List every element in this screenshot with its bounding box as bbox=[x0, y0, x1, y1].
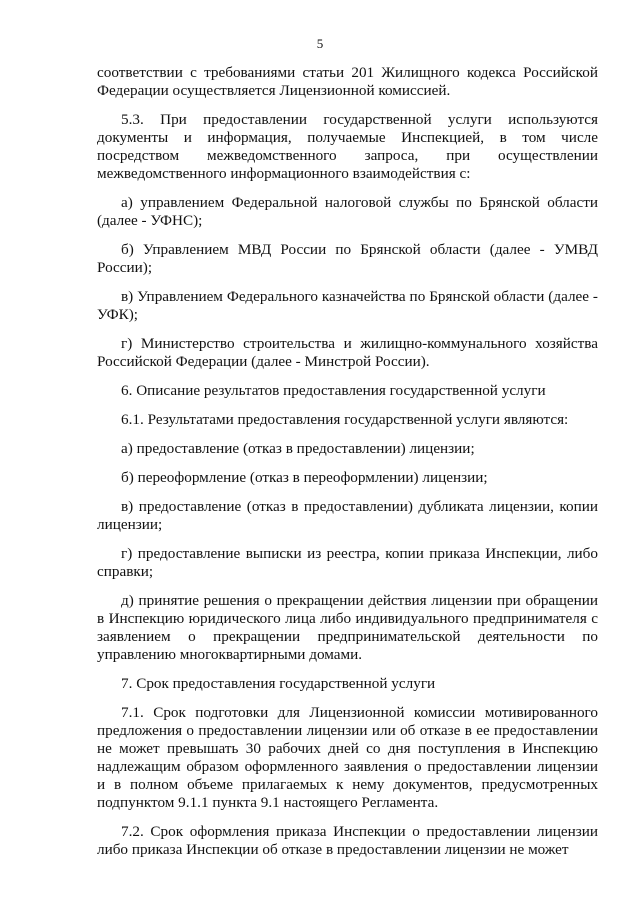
list-item-ufns: а) управлением Федеральной налоговой службы по Брянской области (далее - УФНС); bbox=[97, 194, 598, 229]
section-heading-6: 6. Описание результатов предоставления государственной услуги bbox=[121, 382, 546, 399]
list-item-umvd: б) Управлением МВД России по Брянской области (далее - УМВД России); bbox=[97, 241, 598, 276]
list-item-ufk: в) Управлением Федерального казначейства по Брянской области (далее - УФК); bbox=[97, 288, 598, 323]
paragraph-7-2: 7.2. Срок оформления приказа Инспекции о предоставлении лицензии либо приказа Инспекции об отказе в предоставлении лицензии не может bbox=[97, 823, 598, 858]
paragraph-6-1: 6.1. Результатами предоставления государственной услуги являются: bbox=[121, 411, 569, 428]
paragraph-continuation: соответствии с требованиями статьи 201 Жилищного кодекса Российской Федерации осуществляется Лицензионной комиссией. bbox=[97, 64, 598, 99]
result-item-d: д) принятие решения о прекращении действия лицензии при обращении в Инспекцию юридического лица либо индивидуального предпринимателя с заявлением о прекращении предпринимательской деятельности по управлению многоквартирными домами. bbox=[97, 592, 598, 663]
section-heading-7: 7. Срок предоставления государственной услуги bbox=[121, 675, 436, 692]
page-number: 5 bbox=[316, 36, 324, 51]
list-item-minstroy: г) Министерство строительства и жилищно-коммунального хозяйства Российской Федерации (далее - Минстрой России). bbox=[97, 335, 598, 370]
document-body bbox=[97, 64, 598, 870]
paragraph-5-3: 5.3. При предоставлении государственной услуги используются документы и информация, получаемые Инспекцией, в том числе посредством межведомственного запроса, при осуществлении межведомственного информационного взаимодействия с: bbox=[97, 111, 598, 182]
result-item-b: б) переоформление (отказ в переоформлении) лицензии; bbox=[121, 469, 488, 486]
result-item-g: г) предоставление выписки из реестра, копии приказа Инспекции, либо справки; bbox=[97, 545, 598, 580]
paragraph-7-1: 7.1. Срок подготовки для Лицензионной комиссии мотивированного предложения о предоставлении лицензии или об отказе в ее предоставлении не может превышать 30 рабочих дней со дня поступления в Инспекцию надлежащим образом оформленного заявления о предоставлении лицензии и в полном объеме прилагаемых к нему документов, предусмотренных подпунктом 9.1.1 пункта 9.1 настоящего Регламента. bbox=[97, 704, 598, 811]
result-item-a: а) предоставление (отказ в предоставлении) лицензии; bbox=[121, 440, 475, 457]
result-item-v: в) предоставление (отказ в предоставлении) дубликата лицензии, копии лицензии; bbox=[97, 498, 598, 533]
